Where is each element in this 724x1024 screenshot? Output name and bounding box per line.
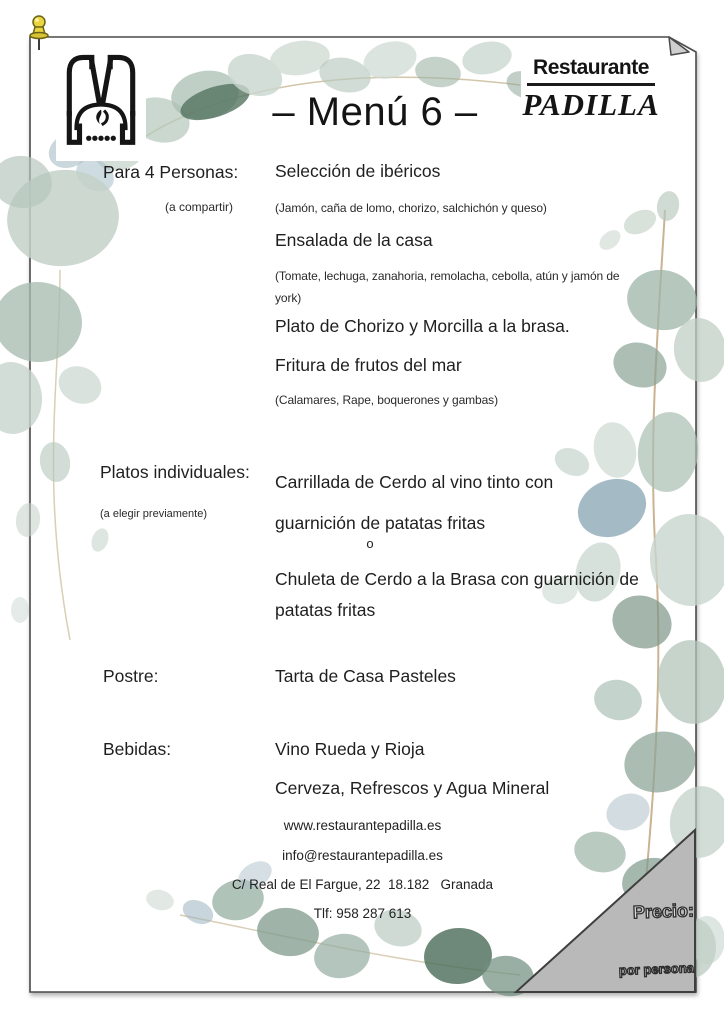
footer-email: info@restaurantepadilla.es bbox=[282, 848, 443, 863]
menu-item-note: (Tomate, lechuga, zanahoria, remolacha, cebolla, atún y jamón de york) bbox=[275, 269, 620, 305]
menu-item: Fritura de frutos del mar bbox=[275, 355, 462, 375]
section-label-platos-individuales: Platos individuales: bbox=[100, 462, 250, 482]
section-sublabel-a-elegir: (a elegir previamente) bbox=[100, 508, 207, 520]
price-label: Precio: bbox=[632, 900, 695, 923]
section-label-bebidas: Bebidas: bbox=[103, 739, 172, 759]
menu-item: Selección de ibéricos bbox=[275, 161, 441, 181]
menu-item-separator: o bbox=[366, 536, 374, 551]
brand-name-bottom: PADILLA bbox=[522, 87, 660, 122]
page-title: – Menú 6 – bbox=[272, 90, 478, 134]
menu-item-note: (Calamares, Rape, boquerones y gambas) bbox=[275, 393, 498, 407]
menu-item: Ensalada de la casa bbox=[275, 230, 433, 250]
page-fold-corner bbox=[655, 28, 705, 68]
footer-website: www.restaurantepadilla.es bbox=[283, 818, 442, 833]
brand-name-top: Restaurante bbox=[533, 56, 649, 79]
menu-item: Tarta de Casa Pasteles bbox=[275, 666, 456, 686]
menu-item-note: (Jamón, caña de lomo, chorizo, salchichón y queso) bbox=[275, 201, 547, 215]
footer-phone: Tlf: 958 287 613 bbox=[313, 906, 412, 921]
section-label-para-4-personas: Para 4 Personas: bbox=[103, 162, 239, 182]
pushpin-anchor-icon[interactable] bbox=[26, 14, 52, 54]
footer-address: C/ Real de El Fargue, 22 18.182 Granada bbox=[231, 877, 494, 892]
section-sublabel-a-compartir: (a compartir) bbox=[165, 200, 234, 214]
price-per-person-label: por persona bbox=[618, 960, 695, 978]
menu-item: Cerveza, Refrescos y Agua Mineral bbox=[275, 778, 550, 798]
menu-item: Carrillada de Cerdo al vino tinto con guarnición de patatas fritas bbox=[275, 472, 554, 533]
menu-item: Vino Rueda y Rioja bbox=[275, 739, 425, 759]
menu-item: Chuleta de Cerdo a la Brasa con guarnición de patatas fritas bbox=[275, 569, 639, 620]
section-label-postre: Postre: bbox=[103, 666, 159, 686]
menu-item: Plato de Chorizo y Morcilla a la brasa. bbox=[275, 316, 570, 336]
